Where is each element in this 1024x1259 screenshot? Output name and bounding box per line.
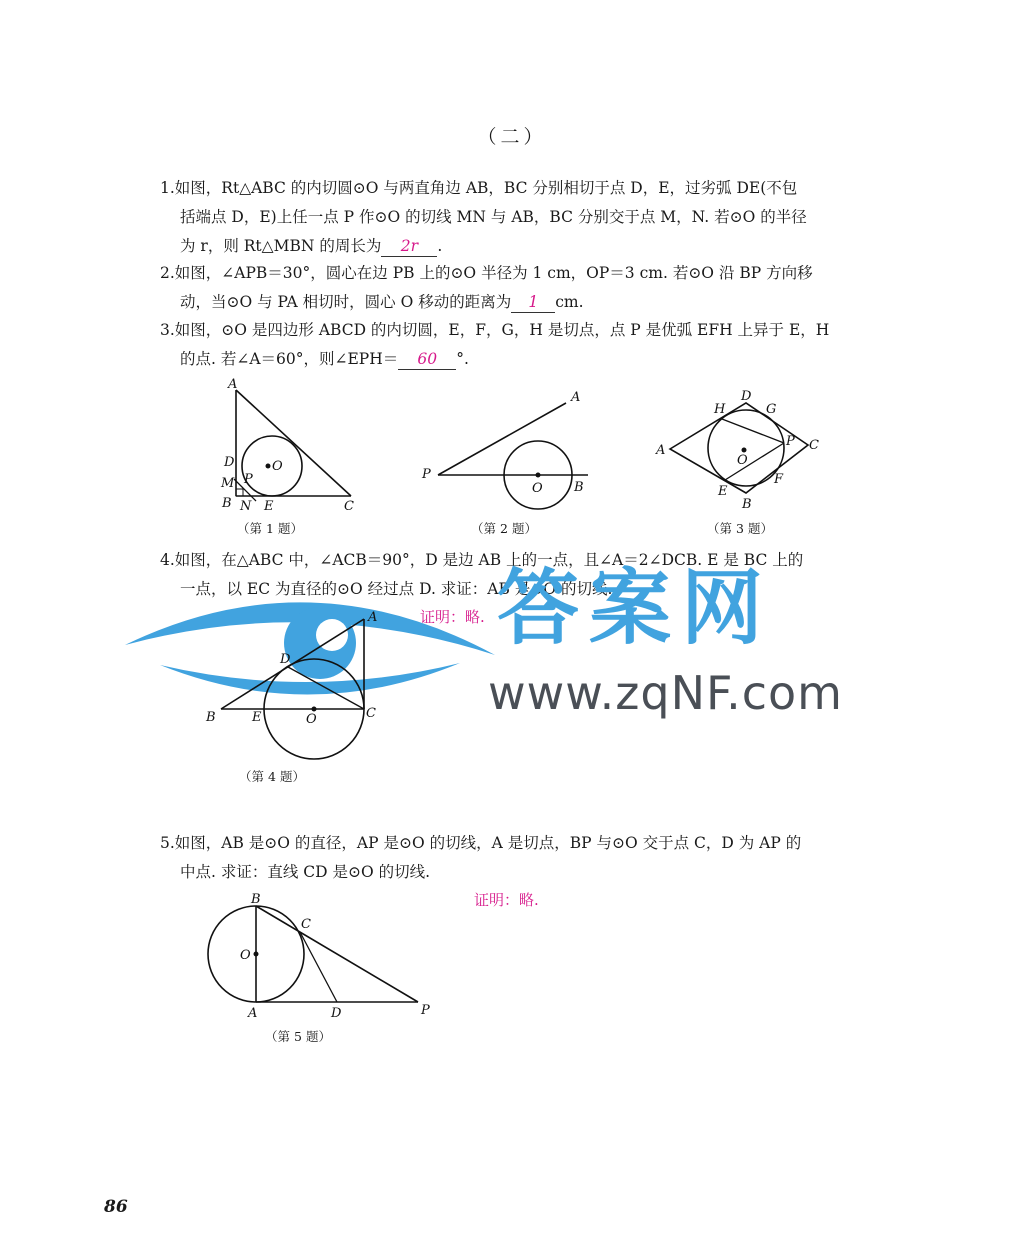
- figure-caption: （第 2 题）: [471, 521, 537, 536]
- fig5-label: C: [301, 917, 311, 932]
- answer-blank: 1: [511, 292, 555, 313]
- question-line: 动，当⊙O 与 PA 相切时，圆心 O 移动的距离为: [180, 293, 512, 311]
- fig5-label: O: [240, 948, 251, 963]
- fig3-label: P: [786, 434, 795, 449]
- fig2-label: A: [571, 390, 581, 405]
- watermark-title: 答案网: [497, 561, 774, 656]
- fig3-label: A: [656, 443, 666, 458]
- fig2-label: P: [422, 467, 431, 482]
- figure-caption: （第 4 题）: [239, 769, 305, 784]
- fig3-label: E: [718, 484, 728, 499]
- question-line: 一点，以 EC 为直径的⊙O 经过点 D. 求证：AB 是⊙O 的切线.: [180, 580, 613, 598]
- fig5-label: P: [421, 1003, 430, 1018]
- question-line: 如图，AB 是⊙O 的直径，AP 是⊙O 的切线，A 是切点，BP 与⊙O 交于点 C，D 为 AP 的: [174, 834, 802, 852]
- question-1: [160, 174, 876, 261]
- figure-2: [416, 383, 596, 513]
- fig4-label: A: [368, 610, 378, 625]
- figure-caption: （第 1 题）: [237, 521, 303, 536]
- fig2-label: B: [574, 480, 584, 495]
- fig4-label: O: [306, 712, 317, 727]
- fig4-label: D: [280, 652, 291, 667]
- fig1-label: P: [244, 472, 253, 487]
- fig3-label: B: [742, 497, 752, 512]
- answer-blank: 60: [398, 349, 456, 370]
- question-number: 2.: [160, 264, 175, 282]
- question-5: [160, 829, 876, 887]
- watermark-url: www.zqNF.com: [488, 666, 843, 720]
- figure-caption: （第 5 题）: [265, 1029, 331, 1044]
- fig3-label: G: [766, 402, 777, 417]
- fig1-label: A: [228, 377, 238, 392]
- fig1-label: B: [222, 496, 232, 511]
- question-line: 括端点 D，E)上任一点 P 作⊙O 的切线 MN 与 AB，BC 分别交于点 M，N. 若⊙O 的半径: [180, 208, 807, 226]
- fig1-label: E: [264, 499, 274, 514]
- fig3-label: C: [809, 438, 819, 453]
- fig4-label: B: [206, 710, 216, 725]
- fig1-label: N: [240, 499, 252, 514]
- question-tail: .: [437, 237, 443, 255]
- question-2: [160, 259, 876, 317]
- proof-text: 证明：略.: [474, 891, 539, 909]
- fig4-label: E: [252, 710, 262, 725]
- question-line: 如图，Rt△ABC 的内切圆⊙O 与两直角边 AB，BC 分别相切于点 D，E，过劣弧 DE(不包: [174, 179, 798, 197]
- fig1-label: M: [221, 476, 235, 491]
- fig1-label: D: [224, 455, 235, 470]
- fig2-label: O: [532, 481, 543, 496]
- question-3: [160, 316, 876, 374]
- fig3-label: O: [737, 453, 748, 468]
- question-number: 3.: [160, 321, 175, 339]
- question-line: 如图，在△ABC 中，∠ACB＝90°，D 是边 AB 上的一点，且∠A＝2∠DCB. E 是 BC 上的: [174, 551, 804, 569]
- fig1-label: O: [272, 459, 283, 474]
- figure-1: [216, 376, 366, 516]
- page-number: 86: [104, 1197, 128, 1217]
- figure-3: [650, 383, 830, 518]
- question-line: 中点. 求证：直线 CD 是⊙O 的切线.: [180, 863, 431, 881]
- question-tail: °.: [456, 350, 469, 368]
- fig3-label: H: [714, 402, 726, 417]
- question-number: 5.: [160, 834, 175, 852]
- question-number: 1.: [160, 179, 175, 197]
- fig1-label: C: [344, 499, 354, 514]
- fig3-label: D: [741, 389, 752, 404]
- fig4-label: C: [366, 706, 376, 721]
- section-title: （二）: [477, 126, 547, 148]
- answer-blank: 2r: [381, 236, 437, 257]
- question-tail: cm.: [555, 293, 584, 311]
- question-line: 的点. 若∠A＝60°，则∠EPH＝: [180, 350, 399, 368]
- question-number: 4.: [160, 551, 175, 569]
- figure-5: [196, 888, 446, 1023]
- question-line: 如图，⊙O 是四边形 ABCD 的内切圆，E，F，G，H 是切点，点 P 是优弧 EFH 上异于 E，H: [174, 321, 830, 339]
- fig5-label: A: [248, 1006, 258, 1021]
- fig5-label: D: [331, 1006, 342, 1021]
- proof-text: 证明：略.: [420, 608, 485, 626]
- figure-caption: （第 3 题）: [707, 521, 773, 536]
- question-line: 为 r，则 Rt△MBN 的周长为: [180, 237, 382, 255]
- figure-4: [196, 605, 396, 765]
- fig5-label: B: [251, 892, 261, 907]
- question-line: 如图，∠APB＝30°，圆心在边 PB 上的⊙O 半径为 1 cm，OP＝3 cm. 若⊙O 沿 BP 方向移: [174, 264, 813, 282]
- fig3-label: F: [774, 472, 784, 487]
